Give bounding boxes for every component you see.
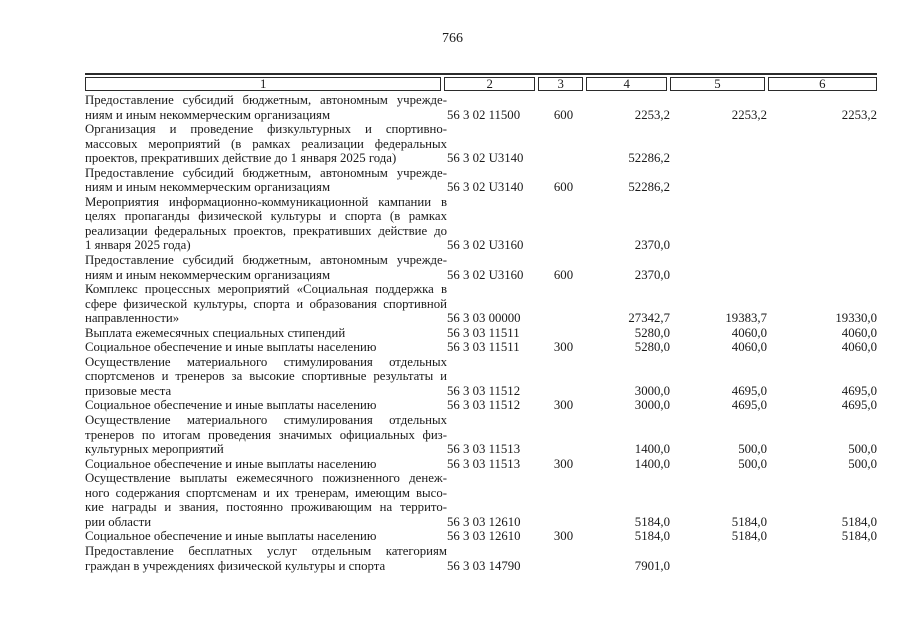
table-row: [85, 282, 877, 326]
cell-c6: 2253,2: [841, 107, 877, 122]
cell-c3: 600: [553, 180, 574, 195]
cell-c5: [670, 166, 767, 195]
cell-c4: 3000,0: [634, 383, 670, 398]
table-row: [85, 166, 877, 195]
row-name-line: призовые места: [85, 383, 172, 398]
cell-name: [85, 398, 447, 413]
row-name-line: 1 января 2025 года): [85, 238, 191, 253]
table-header-row: [85, 77, 877, 91]
row-name-line: Мероприятия информационно-коммуникационной кампании в: [85, 194, 447, 209]
cell-c4: 5280,0: [634, 340, 670, 355]
cell-c2: 56 3 02 U3160: [447, 267, 524, 282]
cell-c3: 300: [553, 529, 574, 544]
cell-name: [85, 544, 447, 573]
cell-c5: 19383,7: [725, 311, 767, 326]
cell-c6: 5184,0: [841, 514, 877, 529]
cell-c6: 5184,0: [841, 529, 877, 544]
row-name-line: целях пропаганды физической культуры и спорта (в рамках: [85, 209, 447, 224]
row-name-line: направленности»: [85, 311, 180, 326]
table-top-rule: [85, 73, 877, 75]
header-cell-4: 4: [586, 77, 667, 91]
cell-c5: 4060,0: [731, 325, 767, 340]
row-name-line: сфере физической культуры, спорта и образования спортивной: [85, 296, 447, 311]
cell-c6: [767, 253, 877, 282]
row-name-line: Социальное обеспечение и иные выплаты населению: [85, 340, 377, 355]
table-row: [85, 457, 877, 472]
row-name-line: Комплекс процессных мероприятий «Социальная поддержка в: [85, 282, 447, 297]
cell-name: [85, 529, 447, 544]
table-row: [85, 529, 877, 544]
cell-c2: 56 3 03 11512: [447, 398, 521, 413]
table-body-rows: [85, 93, 877, 573]
cell-c5: 500,0: [738, 442, 767, 457]
budget-table: [85, 73, 877, 573]
cell-c2: 56 3 02 U3140: [447, 180, 524, 195]
table-row: [85, 253, 877, 282]
cell-name: [85, 282, 447, 326]
cell-name: [85, 471, 447, 529]
cell-c4: 2253,2: [634, 107, 670, 122]
cell-c2: 56 3 03 12610: [447, 514, 521, 529]
row-name-line: Осуществление материального стимулирования отдельных: [85, 413, 447, 428]
cell-c6: 4060,0: [841, 325, 877, 340]
cell-c6: [767, 195, 877, 253]
cell-c3: 600: [553, 267, 574, 282]
row-name-line: Социальное обеспечение и иные выплаты населению: [85, 398, 377, 413]
cell-c4: 1400,0: [634, 456, 670, 471]
header-cell-2: 2: [444, 77, 535, 91]
table-row: [85, 413, 877, 457]
row-name-line: реализации федеральных проектов, прекративших действие до: [85, 223, 447, 238]
cell-c5: 5184,0: [731, 529, 767, 544]
row-name-line: ниям и иным некоммерческим организациям: [85, 107, 331, 122]
cell-c3: [540, 282, 587, 326]
row-name-line: тренеров по итогам проведения значимых официальных физ-: [85, 427, 447, 442]
cell-c3: [540, 355, 587, 399]
row-name-line: Осуществление материального стимулирования отдельных: [85, 354, 447, 369]
cell-c3: [540, 195, 587, 253]
cell-name: [85, 195, 447, 253]
row-name-line: проектов, прекративших действие до 1 января 2025 года): [85, 151, 397, 166]
cell-c2: 56 3 02 U3140: [447, 151, 524, 166]
cell-c4: 27342,7: [628, 311, 670, 326]
cell-c3: 300: [553, 456, 574, 471]
cell-c2: 56 3 03 12610: [447, 529, 521, 544]
table-row: [85, 340, 877, 355]
cell-c2: 56 3 02 11500: [447, 107, 521, 122]
cell-c5: [670, 122, 767, 166]
row-name-line: ниям и иным некоммерческим организациям: [85, 267, 331, 282]
row-name-line: массовых мероприятий (в рамках реализации федеральных: [85, 136, 447, 151]
cell-c5: [670, 253, 767, 282]
row-name-line: Организация и проведение физкультурных и спортивно-: [85, 122, 447, 137]
cell-c3: [540, 471, 587, 529]
row-name-line: Предоставление субсидий бюджетным, автономным учрежде-: [85, 93, 447, 107]
cell-c6: 4695,0: [841, 383, 877, 398]
header-cell-6: 6: [768, 77, 877, 91]
cell-c5: 2253,2: [731, 107, 767, 122]
row-name-line: спортсменов и тренеров за высокие спортивные результаты и: [85, 369, 447, 384]
table-row: [85, 326, 877, 341]
cell-c2: 56 3 02 U3160: [447, 238, 524, 253]
cell-c5: 4060,0: [731, 340, 767, 355]
header-cell-3: 3: [538, 77, 583, 91]
cell-c2: 56 3 03 11511: [447, 325, 520, 340]
row-name-line: Выплата ежемесячных специальных стипендий: [85, 325, 346, 340]
cell-c5: 500,0: [738, 456, 767, 471]
cell-c3: [540, 544, 587, 573]
cell-c3: [540, 122, 587, 166]
cell-c3: [540, 413, 587, 457]
cell-c2: 56 3 03 11513: [447, 442, 521, 457]
cell-name: [85, 340, 447, 355]
row-name-line: кие награды и звания, постоянно проживающим на террито-: [85, 500, 447, 515]
row-name-line: Осуществление выплаты ежемесячного пожизненного денеж-: [85, 471, 447, 486]
cell-c5: 4695,0: [731, 383, 767, 398]
cell-c6: [767, 122, 877, 166]
row-name-line: Предоставление субсидий бюджетным, автономным учрежде-: [85, 165, 447, 180]
cell-c3: 300: [553, 398, 574, 413]
row-name-line: ного содержания спортсменам и их тренерам, имеющим высо-: [85, 485, 447, 500]
cell-c4: 7901,0: [634, 558, 670, 573]
cell-c2: 56 3 03 11511: [447, 340, 520, 355]
row-name-line: ниям и иным некоммерческим организациям: [85, 180, 331, 195]
cell-c4: 52286,2: [628, 151, 670, 166]
cell-name: [85, 93, 447, 122]
cell-c4: 5184,0: [634, 529, 670, 544]
row-name-line: Предоставление субсидий бюджетным, автономным учрежде-: [85, 253, 447, 268]
cell-name: [85, 355, 447, 399]
cell-name: [85, 326, 447, 341]
row-name-line: рии области: [85, 514, 152, 529]
table-row: [85, 355, 877, 399]
cell-c2: 56 3 03 11513: [447, 456, 521, 471]
cell-c6: 19330,0: [835, 311, 877, 326]
cell-c4: 2370,0: [634, 267, 670, 282]
cell-c6: 500,0: [848, 442, 877, 457]
cell-name: [85, 253, 447, 282]
cell-c4: 5184,0: [634, 514, 670, 529]
table-row: [85, 544, 877, 573]
row-name-line: Социальное обеспечение и иные выплаты населению: [85, 456, 377, 471]
cell-c3: 600: [553, 107, 574, 122]
cell-c4: 52286,2: [628, 180, 670, 195]
cell-name: [85, 122, 447, 166]
table-row: [85, 93, 877, 122]
cell-c4: 1400,0: [634, 442, 670, 457]
cell-c6: [767, 544, 877, 573]
cell-c4: 2370,0: [634, 238, 670, 253]
table-row: [85, 398, 877, 413]
cell-c3: [540, 326, 587, 341]
cell-c2: 56 3 03 11512: [447, 383, 521, 398]
table-row: [85, 195, 877, 253]
cell-c6: 4060,0: [841, 340, 877, 355]
header-cell-5: 5: [670, 77, 765, 91]
cell-c6: 500,0: [848, 456, 877, 471]
cell-c5: 5184,0: [731, 514, 767, 529]
row-name-line: граждан в учреждениях физической культуры и спорта: [85, 558, 386, 573]
cell-c3: 300: [553, 340, 574, 355]
cell-c5: 4695,0: [731, 398, 767, 413]
cell-c5: [670, 195, 767, 253]
cell-c2: 56 3 03 00000: [447, 311, 521, 326]
cell-c2: 56 3 03 14790: [447, 558, 521, 573]
cell-c6: [767, 166, 877, 195]
row-name-line: Предоставление бесплатных услуг отдельным категориям: [85, 543, 447, 558]
page-number: 766: [442, 31, 463, 46]
cell-name: [85, 413, 447, 457]
cell-name: [85, 457, 447, 472]
header-cell-1: 1: [85, 77, 441, 91]
table-row: [85, 471, 877, 529]
cell-c4: 5280,0: [634, 325, 670, 340]
cell-c4: 3000,0: [634, 398, 670, 413]
row-name-line: культурных мероприятий: [85, 442, 224, 457]
cell-name: [85, 166, 447, 195]
row-name-line: Социальное обеспечение и иные выплаты населению: [85, 529, 377, 544]
cell-c5: [670, 544, 767, 573]
cell-c6: 4695,0: [841, 398, 877, 413]
table-row: [85, 122, 877, 166]
table-body: [85, 93, 877, 573]
